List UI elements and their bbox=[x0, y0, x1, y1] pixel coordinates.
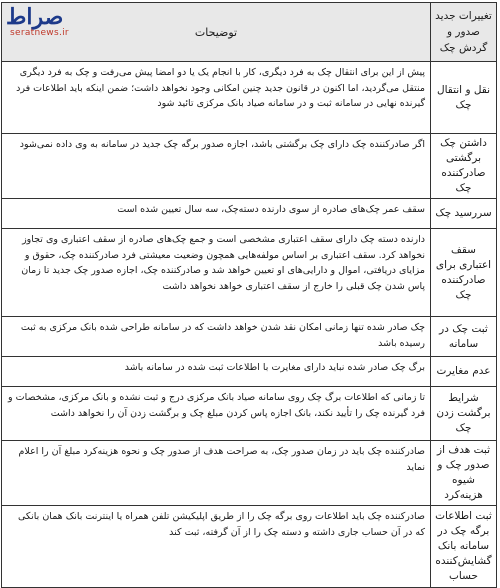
table-header-row bbox=[2, 3, 497, 62]
row-description-cell bbox=[2, 387, 431, 441]
row-topic: سقف اعتباری برای صادرکننده چک bbox=[435, 243, 492, 301]
row-topic-cell bbox=[431, 62, 497, 134]
row-topic-cell bbox=[431, 199, 497, 229]
row-description: صادرکننده چک باید اطلاعات روی برگه چک را از طریق اپلیکیشن تلفن همراه یا اینترنت بانک همان بانکی که در آن حساب جاری داشته و دسته چک را از آن گرفته، ثبت کند bbox=[17, 511, 425, 538]
table-row bbox=[2, 134, 497, 199]
row-description-cell bbox=[2, 357, 431, 387]
row-topic: ثبت اطلاعات برگه چک در سامانه بانک گشایش‌کننده حساب bbox=[435, 510, 492, 582]
row-description-cell bbox=[2, 441, 431, 506]
changes-table-container bbox=[2, 2, 497, 588]
table-row bbox=[2, 229, 497, 317]
logo-mark: صراط bbox=[6, 4, 64, 30]
header-description-cell bbox=[2, 3, 431, 62]
row-description-cell bbox=[2, 199, 431, 229]
table-row bbox=[2, 62, 497, 134]
row-description: پیش از این برای انتقال چک به فرد دیگری، کار با انجام یک یا دو امضا پیش می‌رفت و چک به فرد دیگری منتقل می‌گردید، اما اکنون در قانون جدید چنین امکانی وجود نخواهد داشت؛ ضمن اینکه باید اطلاعات فرد گیرنده نهایی در سامانه ثبت و در سامانه صیاد بانک مرکزی تائید شود bbox=[16, 67, 425, 109]
row-topic-cell bbox=[431, 317, 497, 357]
table-row bbox=[2, 199, 497, 229]
table-row bbox=[2, 317, 497, 357]
row-description: اگر صادرکننده چک دارای چک برگشتی باشد، اجازه صدور برگه چک جدید در سامانه به وی داده نمی‌شود bbox=[19, 139, 425, 150]
row-description: دارنده دسته چک دارای سقف اعتباری مشخصی است و جمع چک‌های صادره از سقف اعتباری وی تجاوز نخواهد کرد. سقف اعتباری بر اساس مولفه‌هایی همچون وضعیت معیشتی فرد صادرکننده چک، حقوق و مزایای دریافتی، اموال و دارایی‌های او تعیین خواهد شد و صادرکننده چک، اجازه صدور چک جدید تا زمان پاس شدن چک قبلی را خارج از سقف اعتباری خواهد نخواهد داشت bbox=[21, 234, 425, 292]
row-description-cell bbox=[2, 506, 431, 588]
row-topic: عدم مغایرت bbox=[436, 365, 491, 377]
row-topic: ثبت هدف از صدور چک و شیوه هزینه‌کرد bbox=[437, 444, 490, 501]
row-topic: سررسید چک bbox=[435, 207, 492, 219]
header-topic-cell bbox=[431, 3, 497, 62]
row-topic-cell bbox=[431, 134, 497, 199]
header-description-label: توضیحات bbox=[194, 25, 238, 39]
row-topic-cell bbox=[431, 357, 497, 387]
row-description: سقف عمر چک‌های صادره از سوی دارنده دسته‌چک، سه سال تعیین شده است bbox=[117, 204, 425, 215]
check-changes-table bbox=[1, 2, 497, 588]
table-row bbox=[2, 441, 497, 506]
table-row bbox=[2, 357, 497, 387]
row-description: برگ چک صادر شده نباید دارای مغایرت با اطلاعات ثبت شده در سامانه باشد bbox=[124, 362, 425, 373]
row-description-cell bbox=[2, 317, 431, 357]
row-topic: ثبت چک در سامانه bbox=[439, 322, 488, 350]
row-topic: داشتن چک برگشتی صادرکننده چک bbox=[440, 137, 487, 194]
table-row bbox=[2, 506, 497, 588]
row-topic-cell bbox=[431, 229, 497, 317]
table-row bbox=[2, 387, 497, 441]
row-topic: نقل و انتقال چک bbox=[436, 83, 491, 111]
row-description: چک صادر شده تنها زمانی امکان نقد شدن خواهد داشت که در سامانه طراحی شده بانک مرکزی به ثبت رسیده باشد bbox=[20, 322, 425, 349]
row-description-cell bbox=[2, 229, 431, 317]
row-description: صادرکننده چک باید در زمان صدور چک، به صراحت هدف از صدور چک و نحوه هزینه‌کرد مبلغ آن را اعلام نماید bbox=[18, 446, 425, 473]
row-topic-cell bbox=[431, 387, 497, 441]
row-topic-cell bbox=[431, 506, 497, 588]
row-description-cell bbox=[2, 134, 431, 199]
row-topic: شرایط برگشت زدن چک bbox=[436, 392, 491, 434]
row-description-cell bbox=[2, 62, 431, 134]
header-topic-label: تغییرات جدید صدور و گردش چک bbox=[435, 10, 492, 54]
row-topic-cell bbox=[431, 441, 497, 506]
logo-site-url: seratnews.ir bbox=[10, 28, 69, 38]
row-description: تا زمانی که اطلاعات برگ چک روی سامانه صیاد بانک مرکزی درج و ثبت نشده و بانک مرکزی، مشخصات و فرد گیرنده چک را تأیید نکند، بانک اجازه پاس کردن مبلغ چک و برگشت زدن آن را نخواهد داشت bbox=[8, 392, 425, 419]
